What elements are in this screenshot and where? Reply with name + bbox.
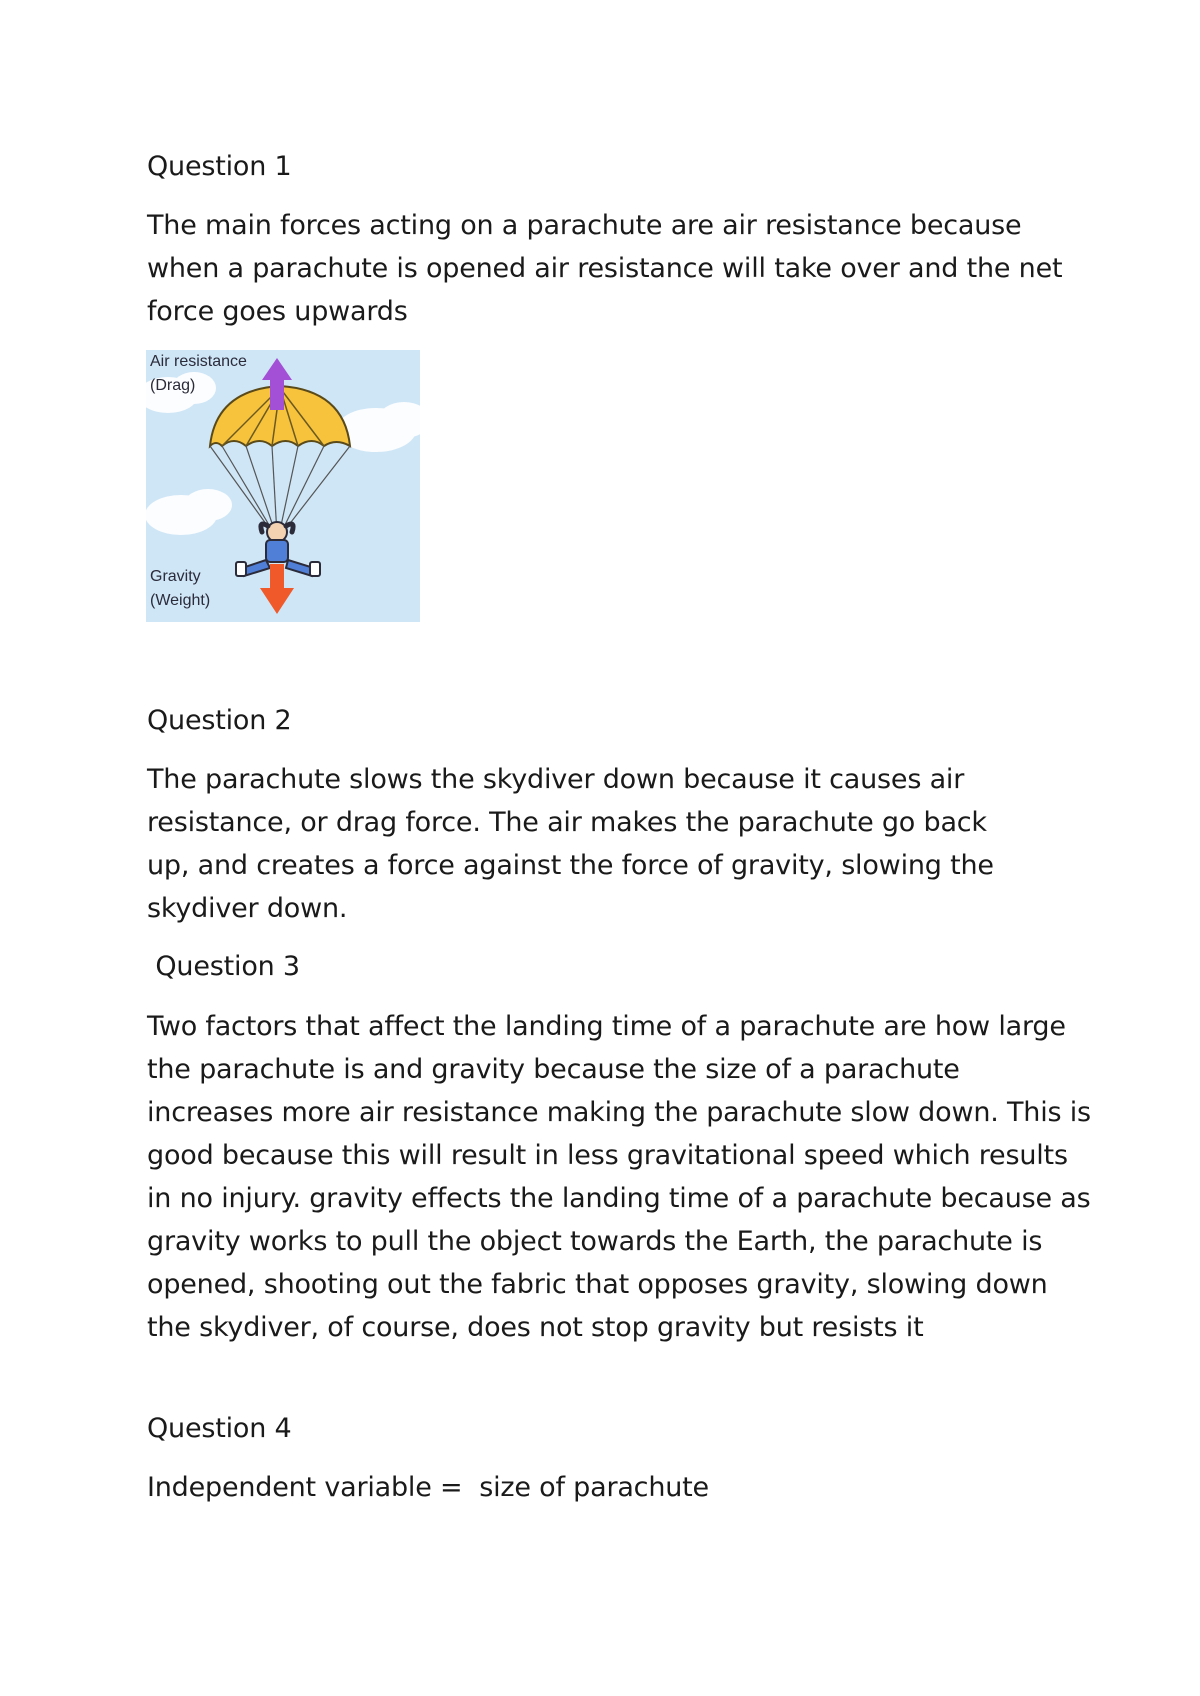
question-4-answer: Independent variable = size of parachute xyxy=(147,1472,709,1503)
weight-arrow-down xyxy=(260,564,294,614)
question-2-answer: The parachute slows the skydiver down because it causes air resistance, or drag force. The air makes the parachute go back up, and creates a force against the force of gravity, slowing the skydiver down. xyxy=(147,764,994,924)
question-2-heading: Question 2 xyxy=(147,705,292,736)
question-4-heading: Question 4 xyxy=(147,1413,292,1444)
question-1-answer: The main forces acting on a parachute are air resistance because when a parachute is opened air resistance will take over and the net force goes upwards xyxy=(147,210,1063,327)
gravity-label: Gravity xyxy=(150,568,201,585)
question-3-answer: Two factors that affect the landing time of a parachute are how large the parachute is and gravity because the size of a parachute increases more air resistance making the parachute slow down. This is good because this will result in less gravitational speed which results in no injury. gravity effects the landing time of a parachute because as gravity works to pull the object towards the Earth, the parachute is opened, shooting out the fabric that opposes gravity, slowing down the skydiver, of course, does not stop gravity but resists it xyxy=(147,1011,1091,1343)
question-3-heading: Question 3 xyxy=(147,951,300,982)
weight-label: (Weight) xyxy=(150,592,211,609)
question-1-heading: Question 1 xyxy=(147,151,292,182)
drag-label: (Drag) xyxy=(150,377,196,394)
air-resistance-label: Air resistance xyxy=(150,353,247,370)
parachute-force-diagram xyxy=(146,350,420,622)
